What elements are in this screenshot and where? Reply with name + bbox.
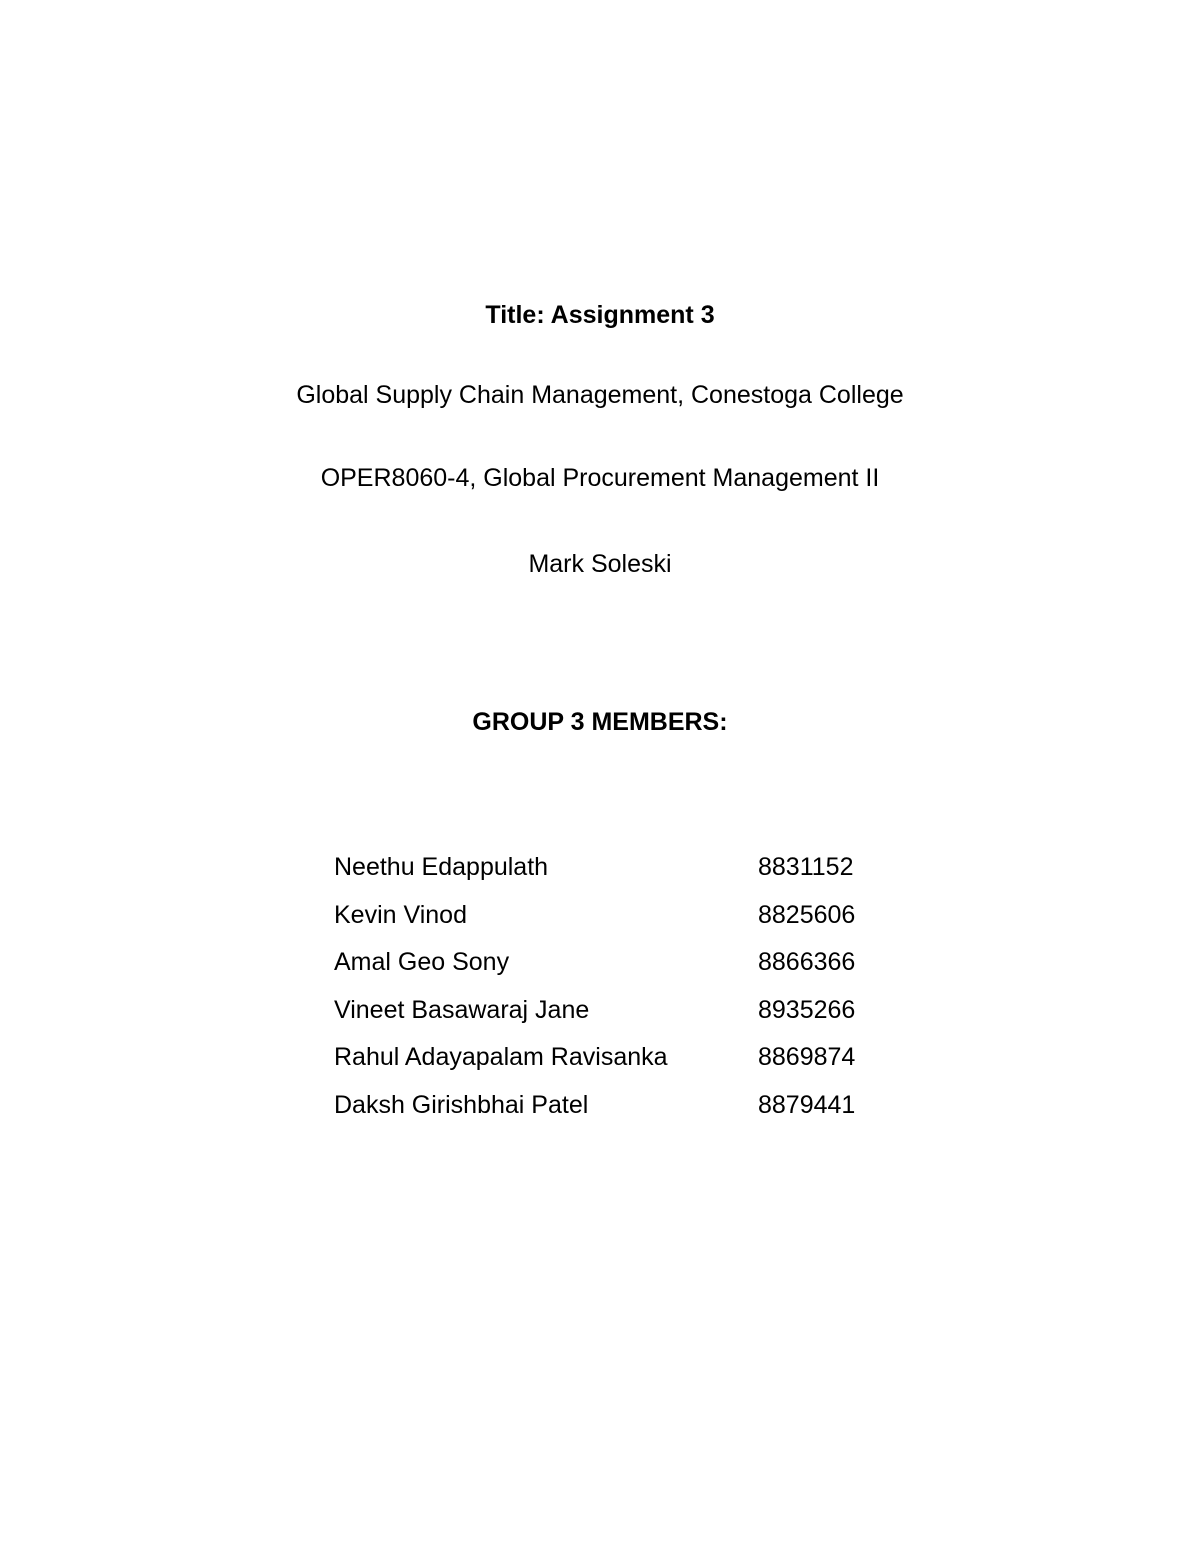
member-row	[334, 947, 894, 995]
course-line: OPER8060-4, Global Procurement Management II	[320, 464, 880, 492]
members-table	[334, 852, 894, 1137]
group-heading: GROUP 3 MEMBERS:	[472, 708, 728, 736]
member-name: Rahul Adayapalam Ravisanka	[334, 1043, 668, 1071]
member-name: Vineet Basawaraj Jane	[334, 995, 590, 1024]
member-row	[334, 1090, 894, 1138]
member-id: 8825606	[758, 900, 856, 929]
member-row	[334, 1042, 894, 1090]
program-line: Global Supply Chain Management, Conestoga College	[296, 381, 904, 409]
member-name: Neethu Edappulath	[334, 853, 549, 881]
member-name: Daksh Girishbhai Patel	[334, 1090, 589, 1119]
member-id: 8879441	[758, 1090, 856, 1119]
professor-name: Mark Soleski	[528, 550, 672, 578]
member-id: 8935266	[758, 995, 856, 1024]
member-name: Amal Geo Sony	[334, 948, 510, 976]
member-name: Kevin Vinod	[334, 900, 467, 929]
member-id: 8866366	[758, 948, 856, 976]
member-id: 8869874	[758, 1043, 856, 1071]
member-row	[334, 995, 894, 1043]
member-row	[334, 900, 894, 948]
member-row	[334, 852, 894, 900]
document-title: Title: Assignment 3	[485, 301, 715, 329]
member-id: 8831152	[758, 853, 854, 881]
